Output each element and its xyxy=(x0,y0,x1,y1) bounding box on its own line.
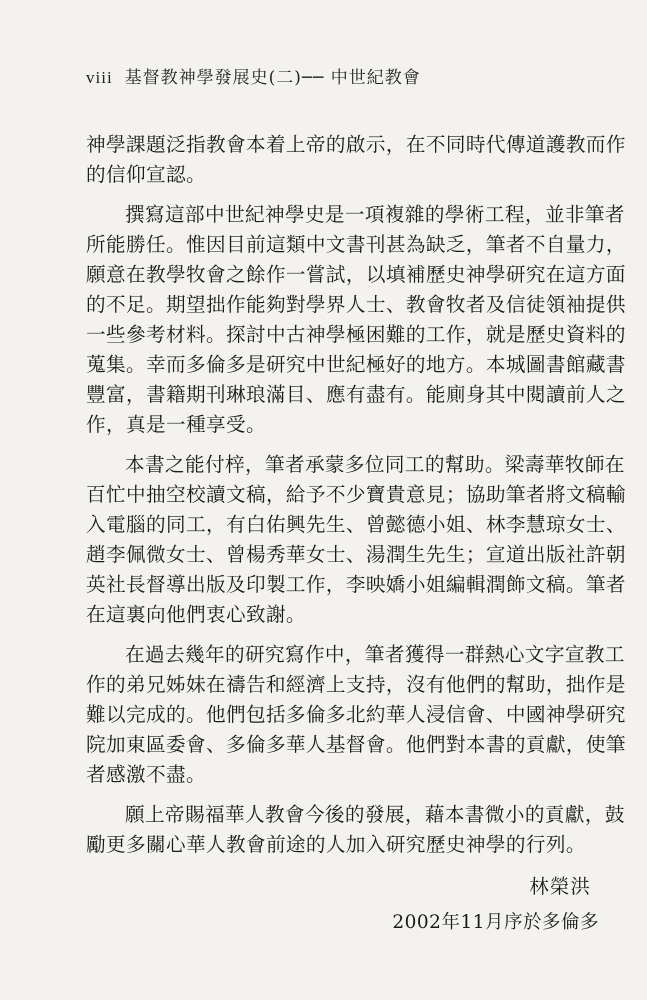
text-line: 神學課題泛指教會本着上帝的啟示，在不同時代傳道護教而作 xyxy=(86,133,626,156)
paragraph-gap xyxy=(86,440,606,450)
text-line: 在過去幾年的研究寫作中，筆者獲得一群熱心文字宣教工 xyxy=(125,643,625,666)
text-line: 一些參考材料。探討中古神學極困難的工作，就是歷史資料的 xyxy=(86,323,626,346)
text-line: 趙李佩微女士、曾楊秀華女士、湯潤生先生；宣道出版社許朝 xyxy=(86,543,626,566)
text-line: 所能勝任。惟因目前這類中文書刊甚為缺乏，筆者不自量力， xyxy=(86,233,626,256)
running-title: 基督教神學發展史(二)── 中世紀教會 xyxy=(124,68,421,88)
text-line: 在這裏向他們衷心致謝。 xyxy=(86,603,306,626)
page-number: viii xyxy=(86,68,113,87)
paragraph-1 xyxy=(86,130,626,190)
text-line: 難以完成的。他們包括多倫多北約華人浸信會、中國神學研究 xyxy=(86,703,626,726)
text-line: 的不足。期望拙作能夠對學界人士、教會牧者及信徒領袖提供 xyxy=(86,293,626,316)
text-line: 蒐集。幸而多倫多是研究中世紀極好的地方。本城圖書館藏書 xyxy=(86,353,626,376)
text-line: 百忙中抽空校讀文稿，給予不少寶貴意見；協助筆者將文稿輸 xyxy=(86,483,626,506)
text-line: 入電腦的同工，有白佑興先生、曾懿德小姐、林李慧琼女士、 xyxy=(86,513,626,536)
running-header xyxy=(86,63,421,88)
paragraph-5 xyxy=(86,800,625,860)
text-line: 作的弟兄姊妹在禱告和經濟上支持，沒有他們的幫助，拙作是 xyxy=(86,673,626,696)
paragraph-4 xyxy=(86,640,626,790)
paragraph-3 xyxy=(86,450,626,630)
dateline: 2002年11月序於多倫多 xyxy=(392,912,599,933)
text-line: 豐富，書籍期刊琳琅滿目、應有盡有。能廁身其中閱讀前人之 xyxy=(86,383,626,406)
preface-body xyxy=(86,130,626,860)
text-line: 院加東區委會、多倫多華人基督會。他們對本書的貢獻，使筆 xyxy=(86,733,626,756)
text-line: 願上帝賜福華人教會今後的發展，藉本書微小的貢獻，鼓 xyxy=(125,803,625,826)
text-line: 勵更多關心華人教會前途的人加入研究歷史神學的行列。 xyxy=(86,833,586,856)
paragraph-2 xyxy=(86,200,626,440)
text-line: 作，真是一種享受。 xyxy=(86,413,266,436)
text-line: 的信仰宣認。 xyxy=(86,163,206,186)
text-line: 英社長督導出版及印製工作，李映嬌小姐編輯潤飾文稿。筆者 xyxy=(86,573,626,596)
text-line: 撰寫這部中世紀神學史是一項複雜的學術工程，並非筆者 xyxy=(125,203,625,226)
text-line: 者感激不盡。 xyxy=(86,763,206,786)
paragraph-gap xyxy=(86,190,606,200)
text-line: 願意在教學牧會之餘作一嘗試，以填補歷史神學研究在這方面 xyxy=(86,263,626,286)
author-signature: 林榮洪 xyxy=(529,875,591,898)
paragraph-gap xyxy=(86,630,606,640)
text-line: 本書之能付梓，筆者承蒙多位同工的幫助。梁壽華牧師在 xyxy=(125,453,625,476)
paragraph-gap xyxy=(86,790,606,800)
